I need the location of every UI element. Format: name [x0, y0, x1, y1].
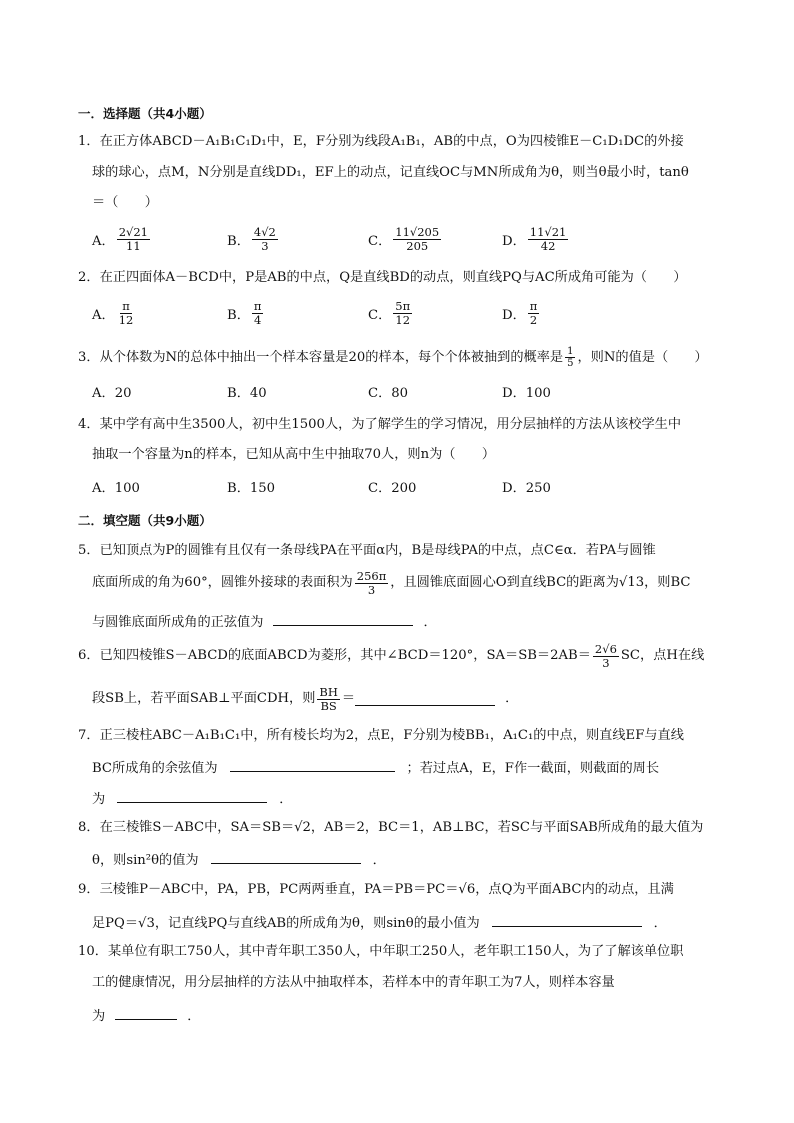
q10-line1: 10．某单位有职工750人，其中青年职工350人，中年职工250人，老年职工150人，为了了解该单位职	[78, 944, 684, 959]
q4-option-c[interactable]: C．200	[368, 480, 417, 496]
q3-line1: 3．从个体数为N的总体中抽出一个样本容量是20的样本，每个个体被抽到的概率是 $\frac{1}{5}$ ，则N的值是（ ）	[78, 346, 708, 369]
q2-option-b[interactable]: B． $\frac{\pi}{4}$	[227, 298, 262, 327]
section-title-choice: 一．选择题（共4小题）	[78, 106, 212, 121]
q6-answer-blank[interactable]	[355, 692, 495, 706]
q8-answer-blank[interactable]	[211, 850, 361, 864]
q7-line3: 为 ．	[92, 789, 292, 808]
q4-line2: 抽取一个容量为n的样本，已知从高中生中抽取70人，则n为（ ）	[92, 447, 496, 462]
q5-line3: 与圆锥底面所成角的正弦值为 ．	[92, 612, 437, 631]
q2-option-d[interactable]: D． $\frac{\pi}{2}$	[502, 298, 538, 327]
q3-option-c[interactable]: C．80	[368, 385, 409, 401]
q1-line3: ＝（ ）	[92, 195, 158, 210]
q7-answer-blank-2[interactable]	[117, 789, 267, 803]
q10-line2: 工的健康情况，用分层抽样的方法从中抽取样本，若样本中的青年职工为7人，则样本容量	[92, 975, 615, 990]
q7-line2: BC所成角的余弦值为 ；若过点A，E，F作一截面，则截面的周长	[92, 758, 659, 777]
q2-options	[92, 298, 732, 328]
q5-answer-blank[interactable]	[273, 612, 413, 626]
q6-line2: 段SB上，若平面SAB⊥平面CDH，则 $\frac{BH}{BS}$ ＝ ．	[92, 684, 519, 713]
q3-options	[92, 376, 732, 406]
q7-line1: 7．正三棱柱ABC－A₁B₁C₁中，所有棱长均为2，点E，F分别为棱BB₁，A₁C₁的中点，则直线EF与直线	[78, 728, 684, 743]
q1-line2: 球的球心，点M，N分别是直线DD₁，EF上的动点，记直线OC与MN所成角为θ，则当θ最小时，tanθ	[92, 165, 689, 180]
q1-option-b[interactable]: B． $\frac{4√2}{3}$	[227, 224, 276, 253]
q8-line2: θ，则sin²θ的值为 ．	[92, 850, 386, 869]
q3-option-b[interactable]: B．40	[227, 385, 267, 401]
q9-line2: 足PQ＝√3，记直线PQ与直线AB的所成角为θ，则sinθ的最小值为 ．	[92, 913, 667, 932]
q2-option-a[interactable]: A． $\frac{\pi}{12}$	[92, 298, 134, 327]
q4-option-b[interactable]: B．150	[227, 480, 276, 496]
q9-answer-blank[interactable]	[492, 913, 642, 927]
q1-option-a[interactable]: A． $\frac{2√21}{11}$	[92, 224, 148, 253]
q1-line1: 1．在正方体ABCD－A₁B₁C₁D₁中，E，F分别为线段A₁B₁，AB的中点，O为四棱锥E－C₁D₁DC的外接	[78, 134, 684, 149]
q6-line1: 6．已知四棱锥S－ABCD的底面ABCD为菱形，其中∠BCD＝120°，SA＝SB＝2AB＝ $\frac{2√6}{3}$ SC，点H在线	[78, 641, 705, 670]
q7-answer-blank-1[interactable]	[230, 758, 395, 772]
q2-option-c[interactable]: C． $\frac{5\pi}{12}$	[368, 298, 411, 327]
q4-option-d[interactable]: D．250	[502, 480, 551, 496]
q4-line1: 4．某中学有高中生3500人，初中生1500人，为了解学生的学习情况，用分层抽样的方法从该校学生中	[78, 417, 682, 432]
q3-option-d[interactable]: D．100	[502, 385, 551, 401]
q4-option-a[interactable]: A．100	[92, 480, 140, 496]
q3-option-a[interactable]: A．20	[92, 385, 132, 401]
q1-options	[92, 224, 732, 254]
q5-line1: 5．已知顶点为P的圆锥有且仅有一条母线PA在平面α内，B是母线PA的中点，点C∈α．若PA与圆锥	[78, 543, 656, 558]
q5-line2: 底面所成的角为60°，圆锥外接球的表面积为 $\frac{256\pi}{3}$ ，且圆锥底面圆心O到直线BC的距离为√13，则BC	[92, 568, 691, 597]
section-title-fill: 二．填空题（共9小题）	[78, 513, 212, 528]
q9-line1: 9．三棱锥P－ABC中，PA，PB，PC两两垂直，PA＝PB＝PC＝√6，点Q为平面ABC内的动点，且满	[78, 882, 674, 897]
q1-option-c[interactable]: C． $\frac{11√205}{205}$	[368, 224, 440, 253]
q1-option-d[interactable]: D． $\frac{11√21}{42}$	[502, 224, 567, 253]
q10-answer-blank[interactable]	[115, 1006, 177, 1020]
q8-line1: 8．在三棱锥S－ABC中，SA＝SB＝√2，AB＝2，BC＝1，AB⊥BC，若SC与平面SAB所成角的最大值为	[78, 820, 704, 835]
q10-line3: 为 ．	[92, 1006, 200, 1025]
q4-options	[92, 471, 732, 501]
q2-line1: 2．在正四面体A－BCD中，P是AB的中点，Q是直线BD的动点，则直线PQ与AC所成角可能为（ ）	[78, 270, 687, 285]
